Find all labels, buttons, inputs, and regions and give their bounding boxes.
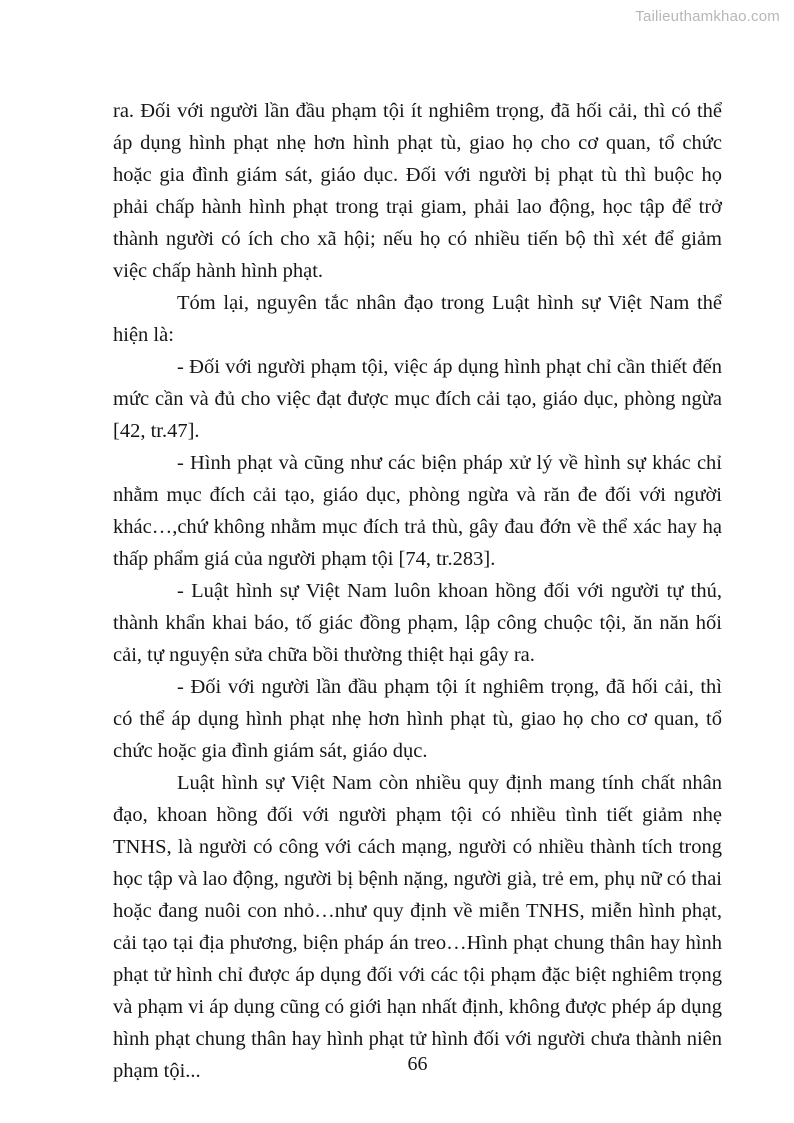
paragraph: - Hình phạt và cũng như các biện pháp xử lý về hình sự khác chỉ nhằm mục đích cải tạo, giáo dục, phòng ngừa và răn đe đối với người khác…,chứ không nhằm mục đích trả thù, gây đau đớn về thể xác hay hạ thấp phẩm giá của người phạm tội [74, tr.283]. (113, 452, 722, 570)
paragraph: - Luật hình sự Việt Nam luôn khoan hồng đối với người tự thú, thành khẩn khai báo, tố giác đồng phạm, lập công chuộc tội, ăn năn hối cải, tự nguyện sửa chữa bồi thường thiệt hại gây ra. (113, 580, 722, 666)
paragraph: ra. Đối với người lần đầu phạm tội ít nghiêm trọng, đã hối cải, thì có thể áp dụng hình phạt nhẹ hơn hình phạt tù, giao họ cho cơ quan, tổ chức hoặc gia đình giám sát, giáo dục. Đối với người bị phạt tù thì buộc họ phải chấp hành hình phạt trong trại giam, phải lao động, học tập để trở thành người có ích cho xã hội; nếu họ có nhiều tiến bộ thì xét để giảm việc chấp hành hình phạt. (113, 100, 722, 282)
watermark: Tailieuthamkhao.com (635, 8, 780, 25)
paragraph: - Đối với người lần đầu phạm tội ít nghiêm trọng, đã hối cải, thì có thể áp dụng hình phạt nhẹ hơn hình phạt tù, giao họ cho cơ quan, tổ chức hoặc gia đình giám sát, giáo dục. (113, 676, 722, 762)
paragraph: Tóm lại, nguyên tắc nhân đạo trong Luật hình sự Việt Nam thể hiện là: (113, 292, 722, 346)
paragraph: Luật hình sự Việt Nam còn nhiều quy định mang tính chất nhân đạo, khoan hồng đối với người phạm tội có nhiều tình tiết giảm nhẹ TNHS, là người có công với cách mạng, người có nhiều thành tích trong học tập và lao động, người bị bệnh nặng, người già, trẻ em, phụ nữ có thai hoặc đang nuôi con nhỏ…như quy định về miễn TNHS, miễn hình phạt, cải tạo tại địa phương, biện pháp án treo…Hình phạt chung thân hay hình phạt tử hình chỉ được áp dụng đối với các tội phạm đặc biệt nghiêm trọng và phạm vi áp dụng cũng có giới hạn nhất định, không được phép áp dụng hình phạt chung thân hay hình phạt tử hình đối với người chưa thành niên phạm tội... (113, 772, 722, 1082)
document-body (113, 95, 722, 1087)
page-number: 66 (407, 1053, 428, 1075)
paragraph: - Đối với người phạm tội, việc áp dụng hình phạt chỉ cần thiết đến mức cần và đủ cho việc đạt được mục đích cải tạo, giáo dục, phòng ngừa [42, tr.47]. (113, 356, 722, 442)
